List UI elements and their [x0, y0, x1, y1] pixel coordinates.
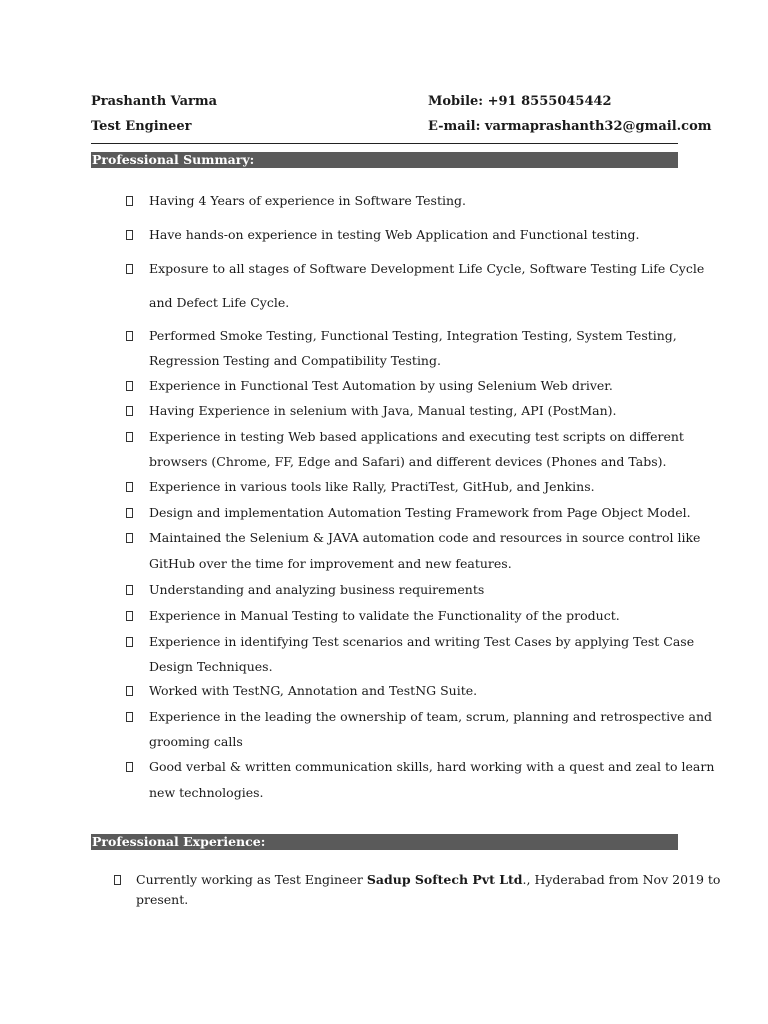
- experience-heading: Professional Experience:: [91, 834, 678, 850]
- summary-line: Experience in identifying Test scenarios and writing Test Cases by applying Test Case: [149, 634, 695, 649]
- summary-heading: Professional Summary:: [91, 152, 678, 168]
- summary-line: Exposure to all stages of Software Development Life Cycle, Software Testing Life Cycle: [149, 261, 705, 276]
- summary-line: grooming calls: [149, 734, 243, 749]
- candidate-title: Test Engineer: [91, 119, 192, 134]
- square-bullet-icon: [126, 686, 133, 696]
- square-bullet-icon: [126, 585, 133, 595]
- company-name: Sadup Softech Pvt Ltd: [366, 872, 523, 887]
- summary-line: Worked with TestNG, Annotation and TestNG Suite.: [149, 683, 478, 698]
- square-bullet-icon: [126, 432, 133, 442]
- square-bullet-icon: [126, 508, 133, 518]
- summary-line: new technologies.: [149, 785, 264, 800]
- summary-line: Regression Testing and Compatibility Testing.: [149, 353, 441, 368]
- summary-line: Have hands-on experience in testing Web Application and Functional testing.: [149, 227, 640, 242]
- experience-line-1: [136, 872, 720, 888]
- square-bullet-icon: [126, 230, 133, 240]
- experience-suffix: ., Hyderabad from Nov 2019 to: [522, 872, 721, 887]
- square-bullet-icon: [126, 762, 133, 772]
- square-bullet-icon: [126, 482, 133, 492]
- square-bullet-icon: [126, 331, 133, 341]
- summary-line: Having Experience in selenium with Java, Manual testing, API (PostMan).: [149, 403, 617, 418]
- summary-line: Good verbal & written communication skills, hard working with a quest and zeal to learn: [149, 759, 715, 774]
- experience-line-2: present.: [136, 892, 189, 907]
- square-bullet-icon: [126, 637, 133, 647]
- summary-line: and Defect Life Cycle.: [149, 295, 290, 310]
- summary-line: GitHub over the time for improvement and new features.: [149, 556, 512, 571]
- square-bullet-icon: [126, 406, 133, 416]
- summary-line: Experience in Manual Testing to validate the Functionality of the product.: [149, 608, 620, 623]
- square-bullet-icon: [126, 381, 133, 391]
- square-bullet-icon: [126, 712, 133, 722]
- summary-line: Understanding and analyzing business requirements: [149, 582, 485, 597]
- square-bullet-icon: [126, 264, 133, 274]
- candidate-name: Prashanth Varma: [91, 94, 218, 109]
- summary-line: Experience in testing Web based applications and executing test scripts on different: [149, 429, 684, 444]
- square-bullet-icon: [126, 611, 133, 621]
- square-bullet-icon: [126, 196, 133, 206]
- summary-line: Maintained the Selenium & JAVA automation code and resources in source control like: [149, 530, 701, 545]
- email-address: E-mail: varmaprashanth32@gmail.com: [428, 119, 712, 134]
- mobile-number: Mobile: +91 8555045442: [428, 94, 612, 109]
- summary-line: Experience in various tools like Rally, PractiTest, GitHub, and Jenkins.: [149, 479, 595, 494]
- summary-line: browsers (Chrome, FF, Edge and Safari) and different devices (Phones and Tabs).: [149, 454, 667, 469]
- summary-line: Performed Smoke Testing, Functional Testing, Integration Testing, System Testing,: [149, 328, 677, 343]
- header-divider: [91, 143, 678, 144]
- square-bullet-icon: [114, 875, 121, 885]
- summary-line: Having 4 Years of experience in Software Testing.: [149, 193, 466, 208]
- experience-prefix: Currently working as Test Engineer: [136, 872, 367, 887]
- summary-line: Experience in the leading the ownership of team, scrum, planning and retrospective and: [149, 709, 713, 724]
- summary-line: Experience in Functional Test Automation by using Selenium Web driver.: [149, 378, 613, 393]
- square-bullet-icon: [126, 533, 133, 543]
- summary-line: Design Techniques.: [149, 659, 273, 674]
- summary-line: Design and implementation Automation Testing Framework from Page Object Model.: [149, 505, 691, 520]
